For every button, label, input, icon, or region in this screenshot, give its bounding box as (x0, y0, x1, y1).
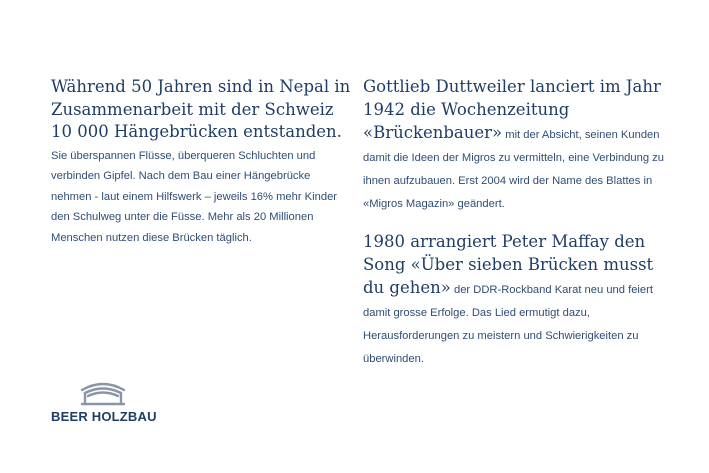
duttweiler-rest: mit der Absicht, seinen Kunden damit die Ideen der Migros zu vermitteln, eine Verbindung zu ihnen aufzubauen. Erst 2004 wird der Name des Blattes in «Migros Magazin» geändert. (363, 129, 664, 210)
right-column (363, 76, 668, 370)
covered-bridge-icon (79, 380, 127, 406)
maffay-lead: 1980 arrangiert Peter Maffay den Song «Über sieben Brücken musst du gehen» (363, 232, 654, 297)
duttweiler-lead: Gottlieb Duttweiler lanciert im Jahr 1942 die Wochenzeitung «Brückenbauer» (363, 77, 661, 142)
duttweiler-block (363, 76, 668, 215)
left-column (51, 76, 351, 248)
maffay-rest: der DDR-Rockband Karat neu und feiert damit grosse Erfolge. Das Lied ermutigt dazu, Herausforderungen zu meistern und Schwierigkeiten zu überwinden. (363, 284, 653, 365)
left-body: Sie überspannen Flüsse, überqueren Schluchten und verbinden Gipfel. Nach dem Bau einer Hängebrücke nehmen - laut einem Hilfswerk – jeweils 16% mehr Kinder den Schulweg unter die Füsse. Mehr als 20 Millionen Menschen nutzen diese Brücken täglich. (51, 149, 338, 244)
beer-holzbau-logo (51, 380, 161, 424)
maffay-block (363, 231, 668, 370)
left-headline: Während 50 Jahren sind in Nepal in Zusammenarbeit mit der Schweiz 10 000 Hängebrücken entstanden. (51, 77, 351, 141)
logo-wordmark: BEER HOLZBAU (51, 409, 157, 424)
